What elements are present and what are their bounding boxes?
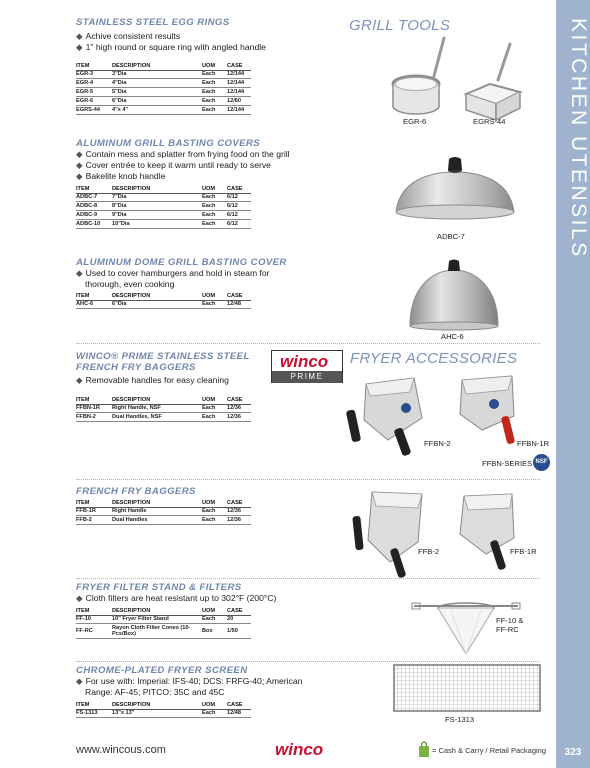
caption-ffbn-series: FFBN-SERIES — [482, 459, 533, 468]
fry-baggers-image — [350, 484, 530, 580]
shopping-bag-icon — [418, 741, 430, 758]
table-row: ADBC-10 10"Dia Each 6/12 — [76, 219, 251, 228]
winco-logo: winco — [275, 740, 324, 759]
footer-url[interactable]: www.wincous.com — [76, 744, 166, 756]
bullet: ◆ Removable handles for easy cleaning — [76, 375, 229, 385]
footer-legend: = Cash & Carry / Retail Packaging — [432, 746, 547, 755]
bullet: ◆ Bakelite knob handle — [76, 171, 166, 181]
category-title-grill-tools: GRILL TOOLS — [349, 17, 451, 34]
table-row: FS-1313 13"x 13" Each 12/48 — [76, 709, 251, 718]
section-title-prime-baggers-1: WINCO® PRIME STAINLESS STEEL — [76, 351, 250, 362]
caption-ahc-6: AHC-6 — [441, 332, 464, 341]
table-row: FFB-1R Right Handle Each 12/36 — [76, 507, 251, 516]
section-title-egg-rings: STAINLESS STEEL EGG RINGS — [76, 17, 230, 28]
table-row: FFBN-1R Right Handle, NSF Each 12/36 — [76, 404, 251, 413]
spec-table-egg-rings: ITEM DESCRIPTION UOM CASE EGR-3 3"Dia Each 12/144 EGR-4 4"Dia Each 12/144 EGR-5 5"Dia Each 12/144 EGR-6 6"Dia Each 12/60 EGRS-44 4"x 4" Each 12/144 — [76, 63, 251, 115]
section-divider — [76, 578, 540, 579]
table-row: EGR-5 5"Dia Each 12/144 — [76, 88, 251, 97]
basting-cover-image — [390, 150, 520, 230]
caption-adbc-7: ADBC-7 — [437, 232, 465, 241]
nsf-badge: NSF — [533, 454, 550, 471]
section-title-filter-stand: FRYER FILTER STAND & FILTERS — [76, 582, 242, 593]
sidebar-label: KITCHEN UTENSILS — [567, 18, 590, 259]
bullet: ◆ Achive consistent results — [76, 31, 181, 41]
spec-table-filter-stand: ITEM DESCRIPTION UOM CASE FF-10 10" Fryer Filter Stand Each 20 FF-RC Rayon Cloth Filter Cones (10-Pcs/Box) Box 1/50 — [76, 608, 251, 639]
spec-table-basting-covers: ITEM DESCRIPTION UOM CASE ADBC-7 7"Dia Each 6/12 ADBC-8 8"Dia Each 6/12 ADBC-9 9"Dia Each 6/12 ADBC-10 10"Dia Each 6/12 — [76, 186, 251, 229]
table-row: FFB-2 Dual Handles Each 12/36 — [76, 516, 251, 525]
section-title-dome-cover: ALUMINUM DOME GRILL BASTING COVER — [76, 257, 287, 268]
fryer-screen-image — [393, 664, 543, 714]
category-title-fryer-accessories: FRYER ACCESSORIES — [350, 350, 518, 367]
table-row: FF-10 10" Fryer Filter Stand Each 20 — [76, 615, 251, 624]
caption-fs-1313: FS-1313 — [445, 715, 475, 724]
table-row: EGRS-44 4"x 4" Each 12/144 — [76, 105, 251, 114]
table-row: ADBC-9 9"Dia Each 6/12 — [76, 211, 251, 220]
spec-table-fry-baggers: ITEM DESCRIPTION UOM CASE FFB-1R Right Handle Each 12/36 FFB-2 Dual Handles Each 12/36 — [76, 500, 251, 525]
table-row: ADBC-7 7"Dia Each 6/12 — [76, 193, 251, 202]
winco-prime-logo: winco PRIME — [271, 350, 343, 383]
section-divider — [76, 479, 540, 480]
spec-table-dome-cover: ITEM DESCRIPTION UOM CASE AHC-6 6"Dia Each 12/48 — [76, 293, 251, 309]
table-row: EGR-6 6"Dia Each 12/60 — [76, 96, 251, 105]
caption-ffb-2: FFB-2 — [418, 547, 440, 556]
dome-cover-image — [404, 258, 504, 332]
page-number: 323 — [556, 740, 590, 768]
table-row: ADBC-8 8"Dia Each 6/12 — [76, 202, 251, 211]
section-divider — [76, 343, 540, 344]
bullet: ◆ For use with: Imperial: IFS-40; DCS: FRFG-40; American Range: AF-45; PITCO: 35C and 45C — [76, 676, 303, 697]
caption-ffb-1r: FFB-1R — [510, 547, 537, 556]
bullet: ◆ 1" high round or square ring with angled handle — [76, 42, 266, 52]
table-row: AHC-6 6"Dia Each 12/48 — [76, 300, 251, 309]
caption-egr-6: EGR-6 — [403, 117, 427, 126]
section-title-basting-covers: ALUMINUM GRILL BASTING COVERS — [76, 138, 261, 149]
caption-egrs-44: EGRS-44 — [473, 117, 506, 126]
section-title-fry-baggers: FRENCH FRY BAGGERS — [76, 486, 196, 497]
bullet: ◆ Cover entrée to keep it warm until ready to serve — [76, 160, 271, 170]
table-row: FFBN-2 Dual Handles, NSF Each 12/36 — [76, 413, 251, 422]
spec-table-fryer-screen: ITEM DESCRIPTION UOM CASE FS-1313 13"x 13" Each 12/48 — [76, 702, 251, 718]
caption-ff-10: FF-10 & FF-RC — [496, 616, 524, 634]
caption-ffbn-2: FFBN-2 — [424, 439, 451, 448]
caption-ffbn-1r: FFBN-1R — [517, 439, 550, 448]
section-title-prime-baggers-2: FRENCH FRY BAGGERS — [76, 362, 196, 373]
bullet: ◆ Contain mess and splatter from frying food on the grill — [76, 149, 290, 159]
table-row: EGR-3 3"Dia Each 12/144 — [76, 70, 251, 79]
section-title-fryer-screen: CHROME-PLATED FRYER SCREEN — [76, 665, 248, 676]
bullet: ◆ Used to cover hamburgers and hold in steam for thorough, even cooking — [76, 268, 270, 289]
spec-table-prime-baggers: ITEM DESCRIPTION UOM CASE FFBN-1R Right Handle, NSF Each 12/36 FFBN-2 Dual Handles, NSF Each 12/36 — [76, 397, 251, 422]
section-divider — [76, 661, 540, 662]
table-row: FF-RC Rayon Cloth Filter Cones (10-Pcs/Box) Box 1/50 — [76, 624, 251, 639]
bullet: ◆ Cloth filters are heat resistant up to 302°F (200°C) — [76, 593, 277, 603]
table-row: EGR-4 4"Dia Each 12/144 — [76, 79, 251, 88]
egg-rings-image — [380, 34, 540, 126]
